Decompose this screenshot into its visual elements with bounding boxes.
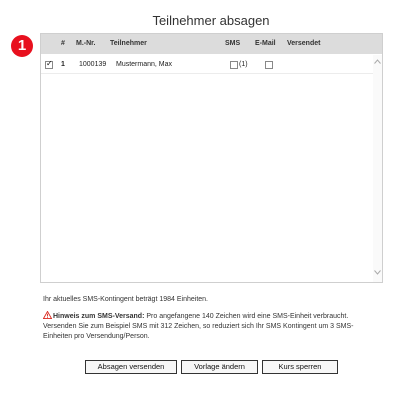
col-header-number[interactable]: # <box>61 40 65 47</box>
chevron-down-icon[interactable] <box>373 269 382 278</box>
email-checkbox[interactable] <box>265 61 273 69</box>
row-number: 1 <box>61 61 65 68</box>
chevron-up-icon[interactable] <box>373 58 382 67</box>
table-row[interactable] <box>41 56 373 74</box>
col-header-participant[interactable]: Teilnehmer <box>110 40 147 47</box>
step-badge: 1 <box>11 35 33 57</box>
col-header-sms[interactable]: SMS <box>225 40 241 47</box>
change-template-button[interactable]: Vorlage ändern <box>181 360 258 374</box>
sms-count: (1) <box>239 61 248 68</box>
sms-quota-text: Ihr aktuelles SMS-Kontingent beträgt 1984 Einheiten. <box>43 296 208 303</box>
row-select-checkbox[interactable] <box>45 61 53 69</box>
col-header-sent[interactable]: Versendet <box>287 40 321 47</box>
scrollbar[interactable] <box>373 55 382 282</box>
grid-header <box>41 34 382 54</box>
hint-label: Hinweis zum SMS-Versand: <box>53 313 145 320</box>
row-member-no: 1000139 <box>79 61 107 68</box>
warning-icon <box>43 311 52 319</box>
page-title: Teilnehmer absagen <box>152 13 270 28</box>
col-header-member-no[interactable]: M.-Nr. <box>76 40 96 47</box>
col-header-email[interactable]: E-Mail <box>255 40 276 47</box>
sms-hint <box>43 311 381 342</box>
sms-checkbox[interactable] <box>230 61 238 69</box>
send-cancellation-button[interactable]: Absagen versenden <box>85 360 177 374</box>
row-participant: Mustermann, Max <box>116 61 173 68</box>
participants-grid <box>40 33 383 283</box>
hint-text: Pro angefangene 140 Zeichen wird eine SMS-Einheit verbraucht. Versenden Sie zum Beispiel SMS mit 312 Zeichen, so reduziert sich Ihr SMS Kontingent um 3 SMS-Einheiten pro Versendung/Person. <box>43 313 354 340</box>
lock-course-button[interactable]: Kurs sperren <box>262 360 338 374</box>
